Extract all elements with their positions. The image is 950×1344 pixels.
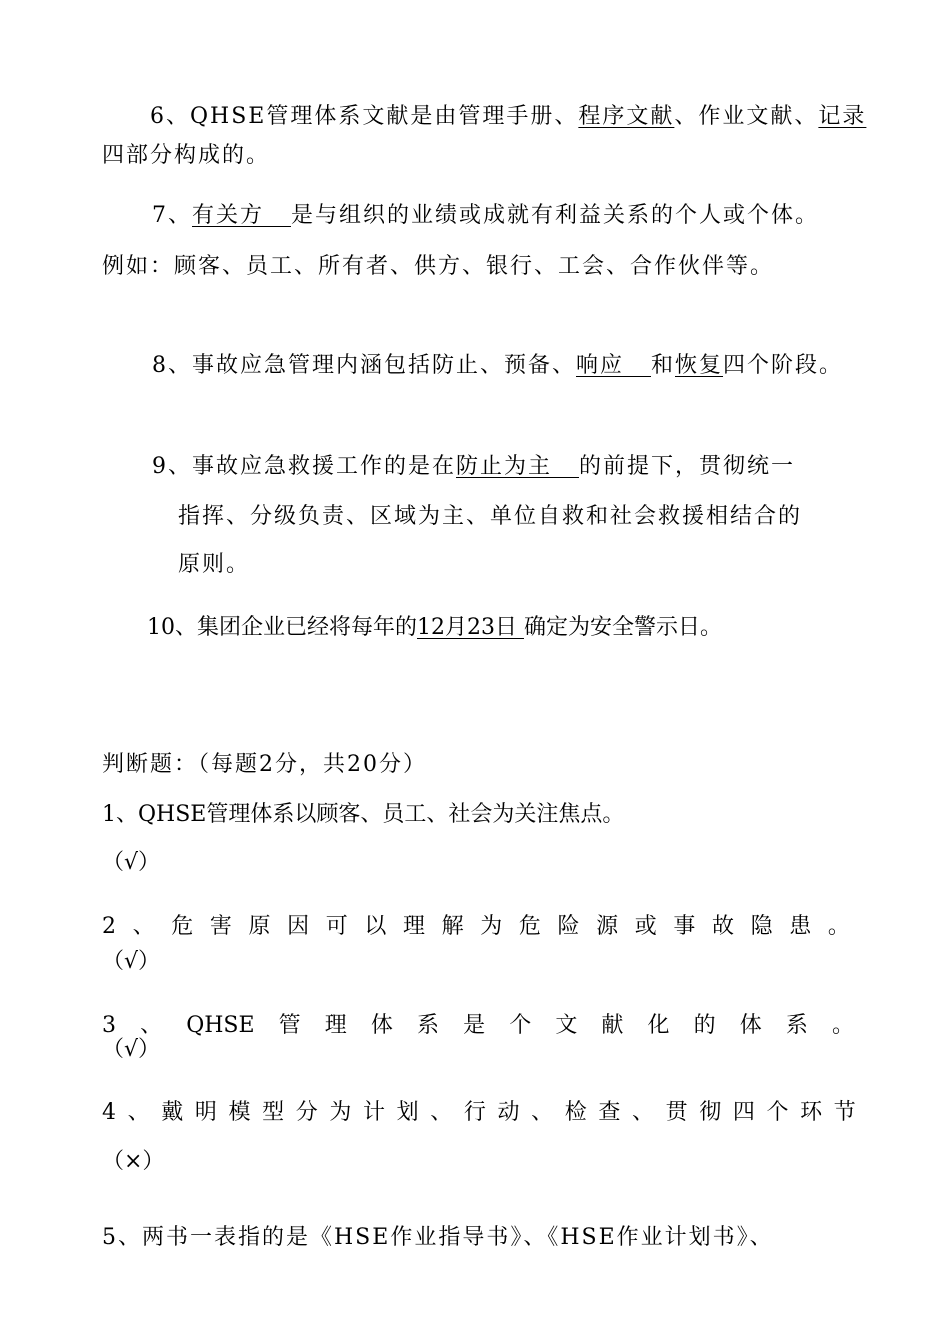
j4-c19: 四 <box>732 1100 755 1125</box>
q8-suffix: 四个阶段。 <box>723 353 844 378</box>
q9-suffix: 的前提下，贯彻统一 <box>578 454 795 479</box>
j4-c0: 4 <box>102 1100 116 1125</box>
q9-blank: 防止为主 <box>456 454 579 479</box>
q9-prefix: 9、事故应急救援工作的是在 <box>152 454 456 479</box>
q10-suffix: 确定为安全警示日。 <box>523 615 722 640</box>
q6-line2 <box>102 142 270 170</box>
j2-c13: 源 <box>596 914 619 939</box>
j4-c3: 明 <box>194 1100 217 1125</box>
j3-c11: 化 <box>647 1013 670 1038</box>
q6-prefix: 6、QHSE管理体系文献是由管理手册、 <box>150 104 579 129</box>
j4-c11: 行 <box>463 1100 486 1125</box>
j4-c2: 戴 <box>161 1100 184 1125</box>
j2-c2: 危 <box>171 914 194 939</box>
j2-c3: 害 <box>209 914 232 939</box>
judgement-q5 <box>102 1224 774 1252</box>
j3-c7: 是 <box>463 1013 486 1038</box>
q9-line1 <box>152 453 795 481</box>
j3-c10: 献 <box>601 1013 624 1038</box>
j2-c4: 原 <box>248 914 271 939</box>
q9-line3-text: 原则。 <box>178 552 251 577</box>
j4-c17: 贯 <box>665 1100 688 1125</box>
judgement-q2-answer <box>102 948 160 976</box>
j3-c9: 文 <box>555 1013 578 1038</box>
j3-c4: 理 <box>324 1013 347 1038</box>
judgement-q2 <box>102 913 850 941</box>
j2-c14: 或 <box>634 914 657 939</box>
j3-c13: 体 <box>739 1013 762 1038</box>
q10-prefix: 10、集团企业已经将每年的 <box>147 615 417 640</box>
j2-c5: 因 <box>287 914 310 939</box>
q7-line2 <box>102 253 774 281</box>
judgement-q4-answer <box>102 1148 164 1176</box>
judgement-q3-answer <box>102 1036 160 1064</box>
j3-c6: 系 <box>416 1013 439 1038</box>
j3-c2: QHSE <box>186 1013 255 1038</box>
judgement-q3-answer-text: （√） <box>102 1037 161 1062</box>
j2-c1: 、 <box>132 914 155 939</box>
judgement-q4 <box>102 1099 856 1127</box>
j3-c12: 的 <box>693 1013 716 1038</box>
q7-line1 <box>152 202 819 230</box>
j4-c1: 、 <box>127 1100 150 1125</box>
q6-blank1: 程序文献 <box>578 104 675 129</box>
j4-c8: 计 <box>362 1100 385 1125</box>
judgement-q2-answer-text: （√） <box>102 949 161 974</box>
j4-c12: 动 <box>497 1100 520 1125</box>
q7-suffix: 是与组织的业绩或成就有利益关系的个人或个体。 <box>290 203 819 228</box>
j4-c22: 节 <box>833 1100 856 1125</box>
j2-c18: 患 <box>789 914 812 939</box>
j2-c16: 故 <box>711 914 734 939</box>
j4-c20: 个 <box>766 1100 789 1125</box>
j4-c6: 分 <box>295 1100 318 1125</box>
j2-c6: 可 <box>325 914 348 939</box>
q7-blank: 有关方 <box>192 203 291 228</box>
j2-c17: 隐 <box>750 914 773 939</box>
j2-c9: 解 <box>441 914 464 939</box>
judgement-q5-text: 5、两书一表指的是《HSE作业指导书》、《HSE作业计划书》、 <box>102 1225 774 1250</box>
j2-c19: 。 <box>827 914 850 939</box>
q8-blank1: 响应 <box>576 353 651 378</box>
j4-c9: 划 <box>396 1100 419 1125</box>
q6-line1 <box>150 103 866 131</box>
judgement-q3 <box>102 1012 854 1040</box>
j3-c8: 个 <box>509 1013 532 1038</box>
j3-c0: 3 <box>102 1013 116 1038</box>
q9-line3 <box>178 551 250 579</box>
q6-middle: 、作业文献、 <box>674 104 819 129</box>
j2-c10: 为 <box>480 914 503 939</box>
judgement-q1 <box>102 801 624 829</box>
j4-c14: 检 <box>564 1100 587 1125</box>
j3-c3: 管 <box>278 1013 301 1038</box>
j2-c15: 事 <box>673 914 696 939</box>
j3-c5: 体 <box>370 1013 393 1038</box>
q6-blank2: 记录 <box>818 104 867 129</box>
j4-c18: 彻 <box>699 1100 722 1125</box>
j2-c11: 危 <box>518 914 541 939</box>
q7-line2-text: 例如：顾客、员工、所有者、供方、银行、工会、合作伙伴等。 <box>102 254 775 279</box>
j2-c7: 以 <box>364 914 387 939</box>
q9-line2 <box>178 503 802 531</box>
judgement-q1-answer-text: （√） <box>102 850 161 875</box>
j4-c15: 查 <box>598 1100 621 1125</box>
q6-line2-text: 四部分构成的。 <box>102 143 271 168</box>
q9-line2-text: 指挥、分级负责、区域为主、单位自救和社会救援相结合的 <box>178 504 803 529</box>
j4-c16: 、 <box>631 1100 654 1125</box>
j3-c1: 、 <box>140 1013 163 1038</box>
j4-c13: 、 <box>531 1100 554 1125</box>
judgement-heading <box>102 751 427 779</box>
j4-c4: 模 <box>228 1100 251 1125</box>
q10-line <box>147 614 722 642</box>
j2-c8: 理 <box>402 914 425 939</box>
j2-c0: 2 <box>102 914 116 939</box>
judgement-heading-text: 判断题：（每题2分，共20分） <box>102 752 427 777</box>
judgement-q1-text: 1、QHSE管理体系以顾客、员工、社会为关注焦点。 <box>102 802 625 827</box>
q10-blank: 12月23日 <box>417 615 524 640</box>
j2-c12: 险 <box>557 914 580 939</box>
q8-prefix: 8、事故应急管理内涵包括防止、预备、 <box>152 353 576 378</box>
j4-c10: 、 <box>430 1100 453 1125</box>
q8-middle: 和 <box>650 353 675 378</box>
judgement-q4-answer-text: （×） <box>102 1149 165 1174</box>
j3-c15: 。 <box>831 1013 854 1038</box>
j4-c7: 为 <box>329 1100 352 1125</box>
j3-c14: 系 <box>785 1013 808 1038</box>
q7-prefix: 7、 <box>152 203 192 228</box>
j4-c5: 型 <box>262 1100 285 1125</box>
q8-line <box>152 352 843 380</box>
j4-c21: 环 <box>800 1100 823 1125</box>
judgement-q1-answer <box>102 849 160 877</box>
q8-blank2: 恢复 <box>675 353 724 378</box>
